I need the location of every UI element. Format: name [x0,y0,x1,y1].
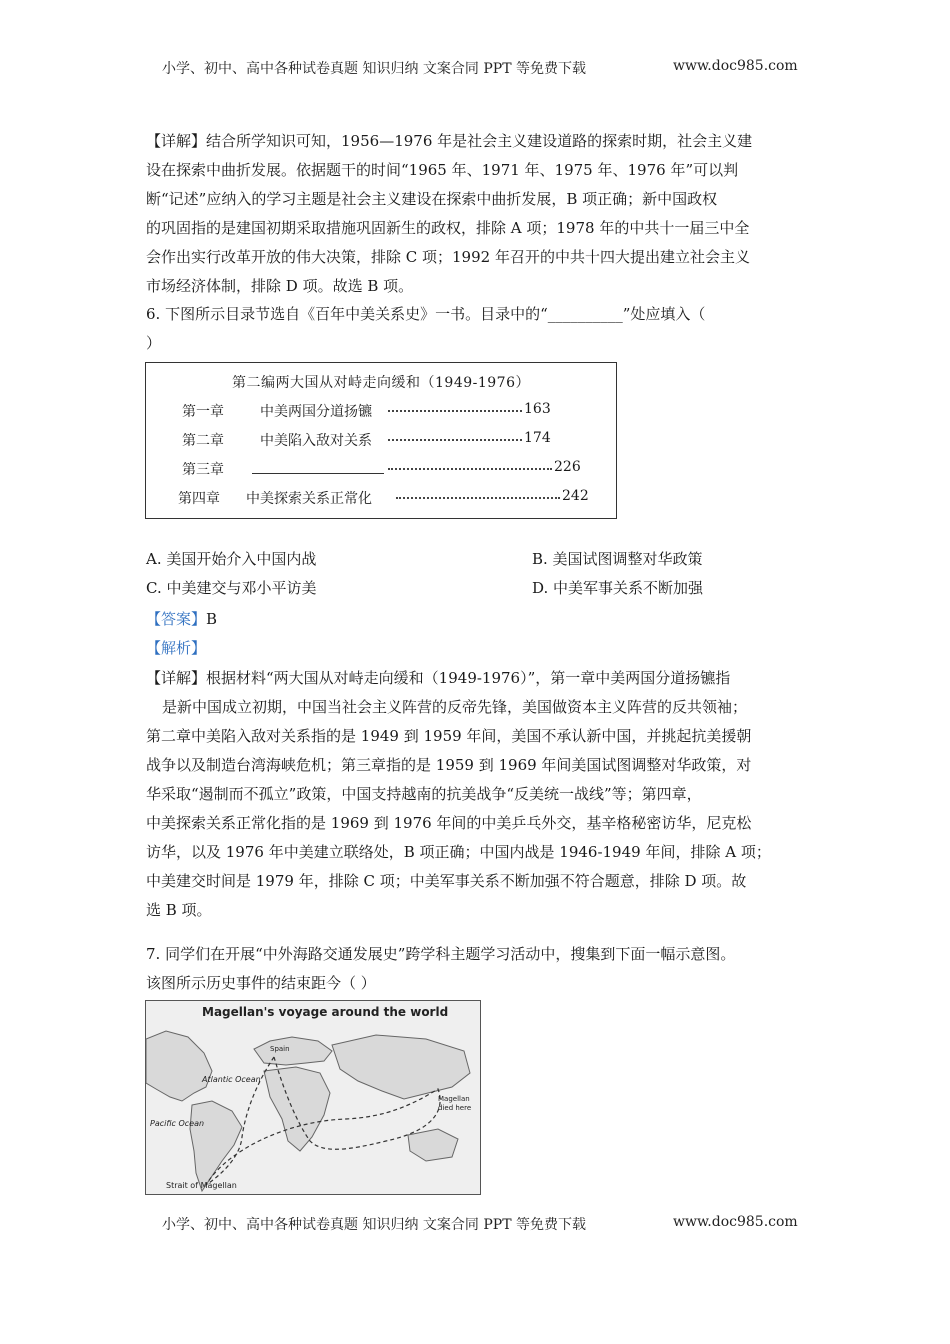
table-of-contents [145,362,617,519]
toc-chapter-name: 中美陷入敌对关系 [260,433,372,449]
toc-chapter-num: 第一章 [182,404,224,420]
toc-leader [388,430,522,441]
toc-leader [388,401,522,412]
detail-line: 选 B 项。 [146,901,212,919]
map-title: Magellan's voyage around the world [202,1005,449,1019]
toc-page: 242 [562,488,589,504]
toc-chapter-num: 第四章 [178,491,220,507]
toc-chapter-num: 第三章 [182,462,224,478]
label-pacific: Pacific Ocean [150,1119,205,1128]
detail-tag: 【详解】 [146,669,207,687]
q5-detail [146,127,816,301]
analysis-tag: 【解析】 [146,639,207,657]
detail-line: 市场经济体制，排除 D 项。故选 B 项。 [146,277,414,295]
toc-page: 174 [524,430,551,446]
answer-block [146,605,816,663]
detail-line: 访华，以及 1976 年中美建立联络处，B 项正确；中国内战是 1946-1949 年间，排除 A 项； [146,843,771,861]
map-graphic [146,1001,480,1194]
magellan-voyage-map [145,1000,481,1195]
detail-line: 断“记述”应纳入的学习主题是社会主义建设在探索中曲折发展，B 项正确；新中国政权 [146,190,718,208]
option-b[interactable]: B. 美国试图调整对华政策 [532,550,703,568]
question-text: 6. 下图所示目录节选自《百年中美关系史》一书。目录中的“__________”处应填入（ [146,305,706,323]
detail-tag: 【详解】 [146,132,207,150]
detail-line: 第二章中美陷入敌对关系指的是 1949 到 1959 年间，美国不承认新中国，并挑起抗美援朝 [146,727,752,745]
toc-chapter-name: 中美探索关系正常化 [246,491,372,507]
option-a[interactable]: A. 美国开始介入中国内战 [146,550,317,568]
q6-detail [146,664,816,925]
question-6-stem [146,300,816,358]
label-strait: Strait of Magellan [166,1181,237,1190]
page-footer [0,1214,950,1236]
question-text: 7. 同学们在开展“中外海路交通发展史”跨学科主题学习活动中，搜集到下面一幅示意图。 [146,945,736,963]
footer-url: www.doc985.com [673,1214,798,1230]
answer-tag: 【答案】 [146,610,207,628]
toc-chapter-num: 第二章 [182,433,224,449]
option-d[interactable]: D. 中美军事关系不断加强 [532,579,704,597]
detail-line: 根据材料“两大国从对峙走向缓和（1949-1976）”，第一章中美两国分道扬镳指 [206,669,731,687]
detail-line: 中美建交时间是 1979 年，排除 C 项；中美军事关系不断加强不符合题意，排除 D 项。故 [146,872,747,890]
label-atlantic: Atlantic Ocean [202,1075,261,1084]
label-spain: Spain [270,1045,290,1053]
header-url: www.doc985.com [673,58,798,74]
question-text: 该图所示历史事件的结束距今（ ） [146,974,376,992]
option-c[interactable]: C. 中美建交与邓小平访美 [146,579,317,597]
toc-leader [388,459,552,470]
footer-text: 小学、初中、高中各种试卷真题 知识归纳 文案合同 PPT 等免费下载 [162,1217,586,1233]
toc-chapter-name: 中美两国分道扬镳 [260,404,372,420]
detail-line: 华采取“遏制而不孤立”政策，中国支持越南的抗美战争“反美统一战线”等；第四章， [146,785,702,803]
toc-title: 第二编两大国从对峙走向缓和（1949-1976） [232,375,530,391]
detail-line: 结合所学知识可知，1956—1976 年是社会主义建设道路的探索时期，社会主义建 [206,132,753,150]
question-text-end: ） [146,334,162,352]
toc-blank [252,459,384,474]
label-died-2: died here [438,1104,472,1112]
answer-value: B [206,610,218,628]
detail-line: 的巩固指的是建国初期采取措施巩固新生的政权，排除 A 项；1978 年的中共十一届三中全 [146,219,750,237]
toc-leader [396,488,560,499]
detail-line: 中美探索关系正常化指的是 1969 到 1976 年间的中美乒乓外交，基辛格秘密访华，尼克松 [146,814,752,832]
toc-page: 226 [554,459,581,475]
detail-line: 设在探索中曲折发展。依据题干的时间“1965 年、1971 年、1975 年、1976 年”可以判 [146,161,739,179]
toc-page: 163 [524,401,551,417]
label-died-1: Magellan [438,1095,470,1103]
header-text: 小学、初中、高中各种试卷真题 知识归纳 文案合同 PPT 等免费下载 [162,61,586,77]
detail-line: 战争以及制造台湾海峡危机；第三章指的是 1959 到 1969 年间美国试图调整对华政策，对 [146,756,752,774]
detail-line: 会作出实行改革开放的伟大决策，排除 C 项；1992 年召开的中共十四大提出建立社会主义 [146,248,750,266]
page-header [0,58,950,80]
detail-line: 是新中国成立初期，中国当社会主义阵营的反帝先锋，美国做资本主义阵营的反共领袖； [162,698,748,716]
question-7-stem [146,940,816,998]
